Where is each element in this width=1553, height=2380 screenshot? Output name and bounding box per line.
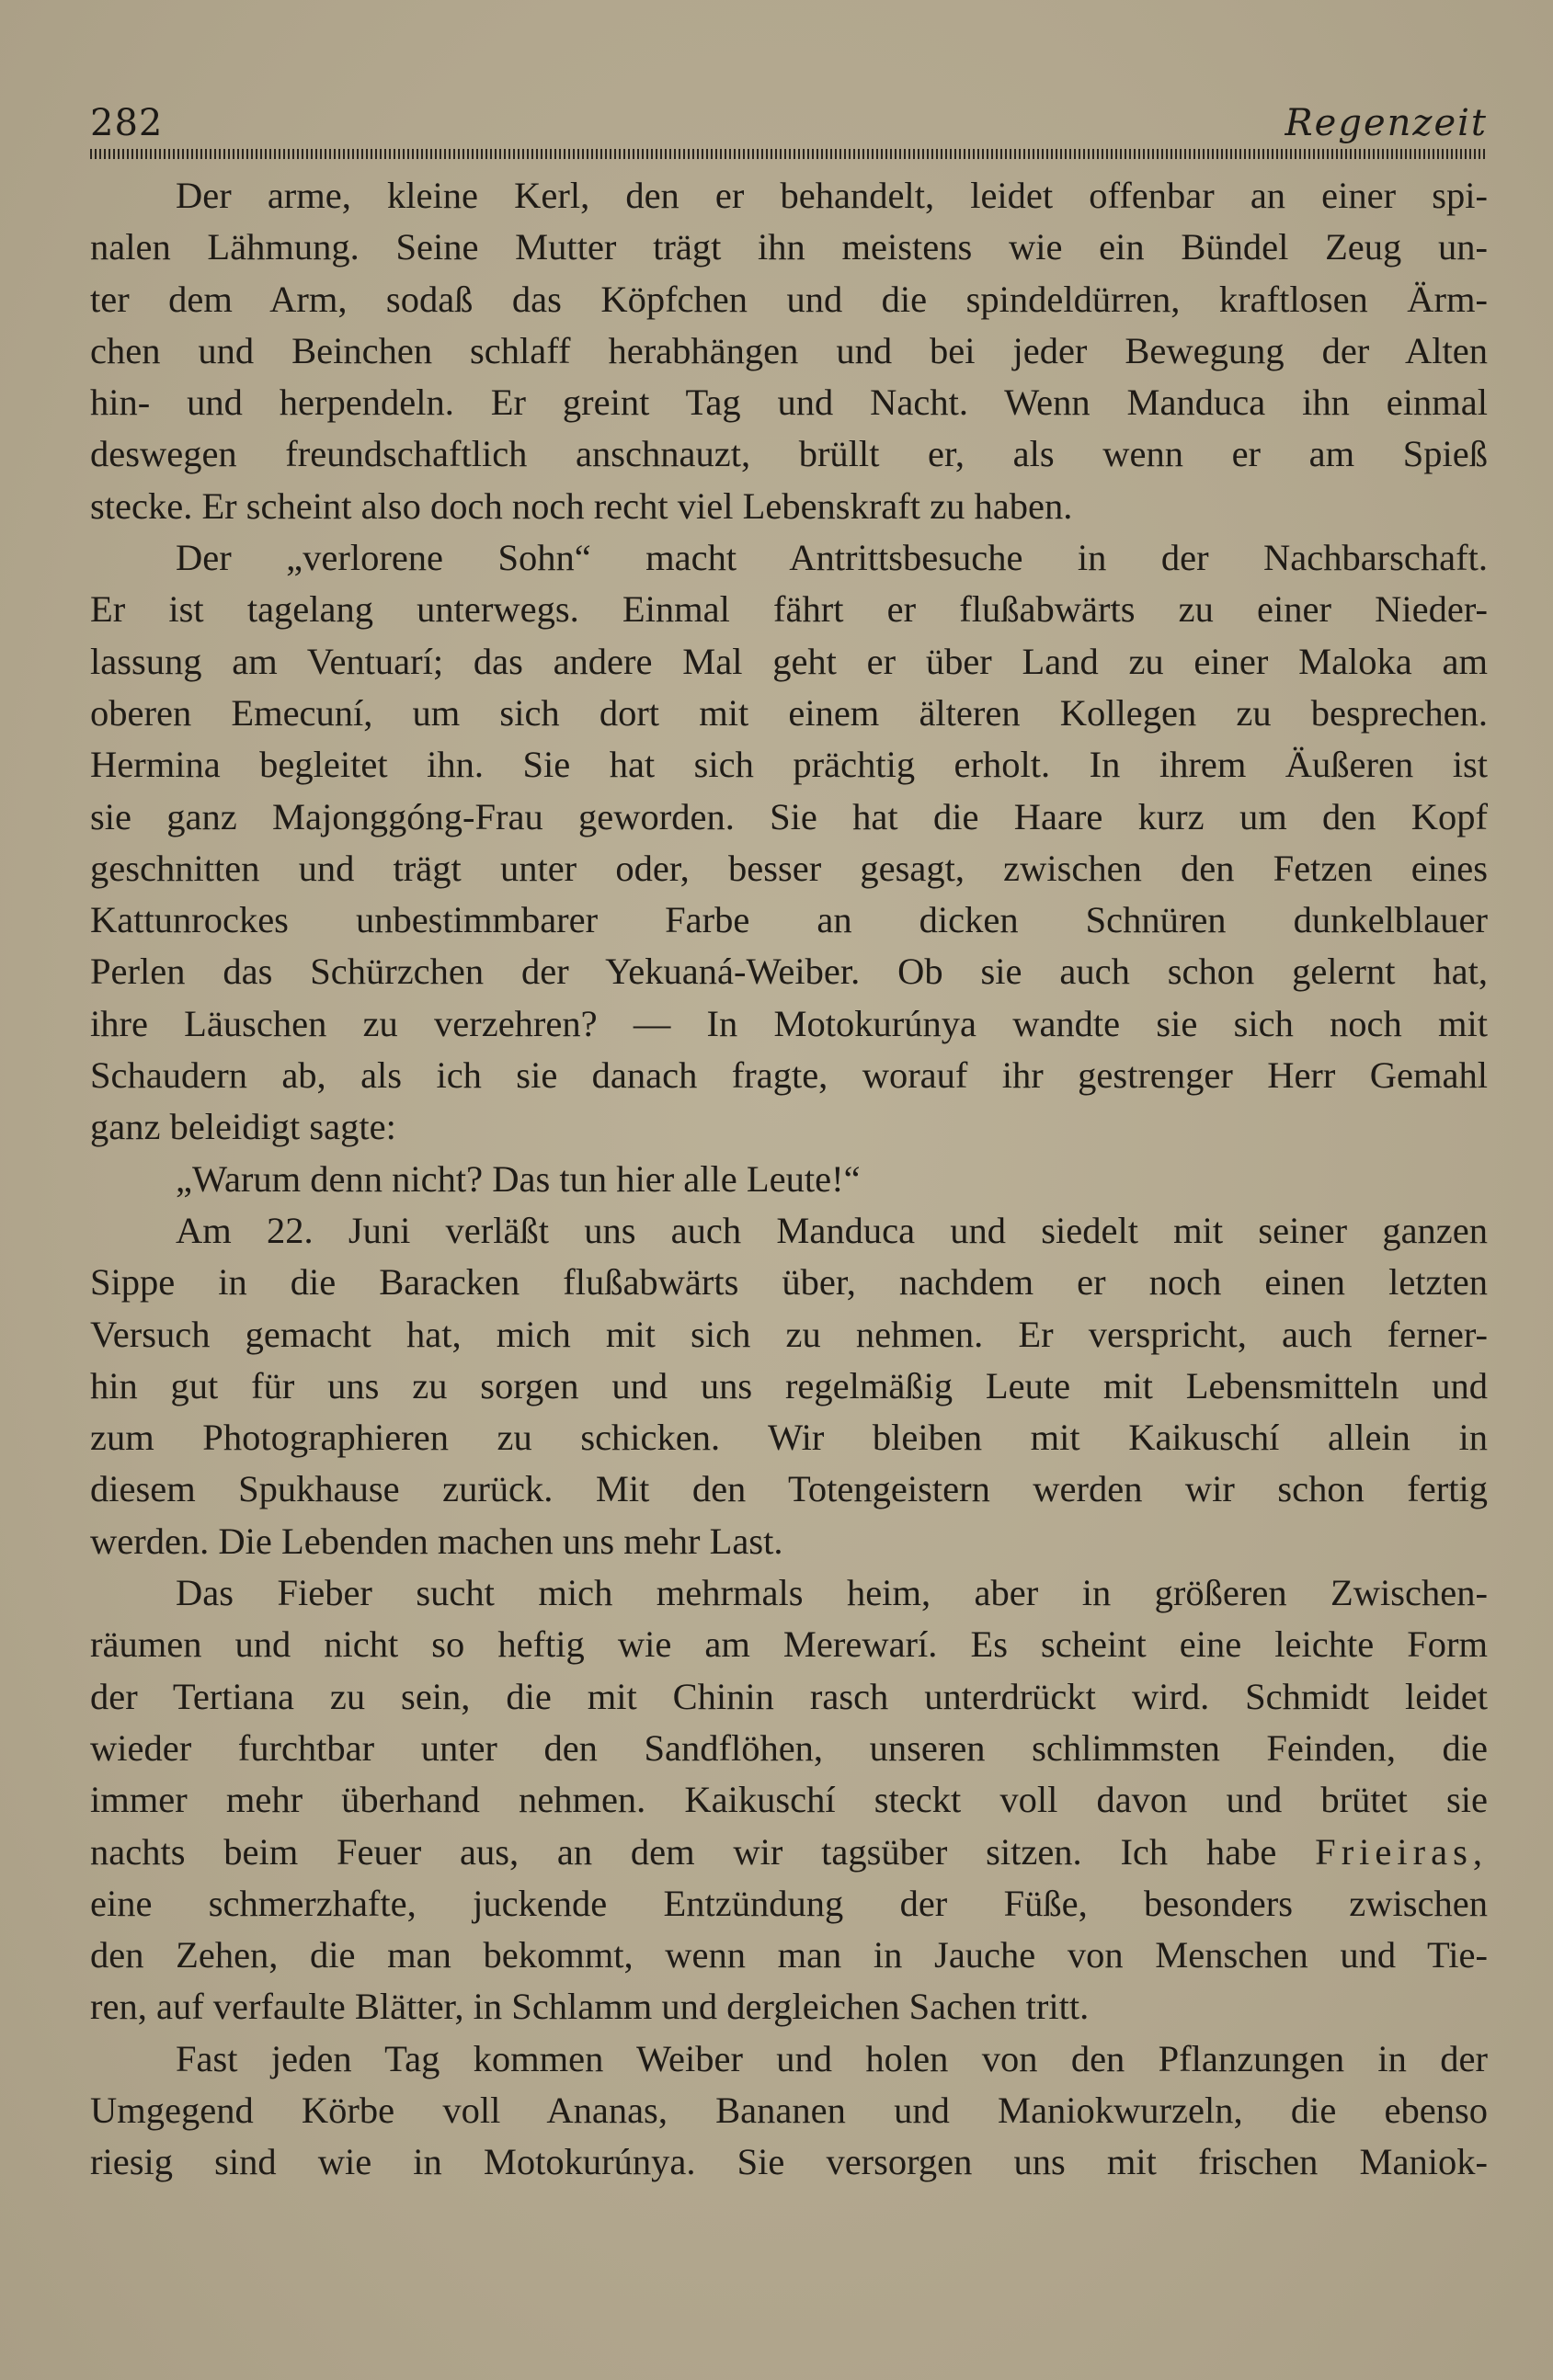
text-line: Am 22. Juni verläßt uns auch Manduca und siedelt mit seiner ganzen (176, 1209, 1488, 1251)
page-header (90, 99, 1488, 151)
text-line: oberen Emecuní, um sich dort mit einem älteren Kollegen zu besprechen. (90, 691, 1488, 734)
text-line: stecke. Er scheint also doch noch recht viel Lebenskraft zu haben. (90, 484, 1073, 527)
text-line: lassung am Ventuarí; das andere Mal geht er über Land zu einer Maloka am (90, 640, 1488, 682)
page-number: 282 (90, 102, 164, 144)
text-line (90, 1827, 1488, 1878)
text-line-part: nachts beim Feuer aus, an dem wir tagsüber sitzen. Ich habe (90, 1830, 1277, 1873)
text-line: Umgegend Körbe voll Ananas, Bananen und Maniokwurzeln, die ebenso (90, 2089, 1488, 2131)
text-line: sie ganz Majonggóng-Frau geworden. Sie hat die Haare kurz um den Kopf (90, 795, 1488, 837)
text-line: riesig sind wie in Motokurúnya. Sie versorgen uns mit frischen Maniok- (90, 2141, 1488, 2183)
text-line: Sippe in die Baracken flußabwärts über, nachdem er noch einen letzten (90, 1261, 1488, 1304)
text-line: ren, auf verfaulte Blätter, in Schlamm und dergleichen Sachen tritt. (90, 1986, 1090, 2028)
text-line: Kattunrockes unbestimmbarer Farbe an dicken Schnüren dunkelblauer (90, 899, 1488, 941)
body-text (90, 170, 1488, 2189)
text-line: Der „verlorene Sohn“ macht Antrittsbesuche in der Nachbarschaft. (176, 537, 1488, 579)
text-line: „Warum denn nicht? Das tun hier alle Leute!“ (176, 1157, 861, 1200)
emphasized-word: Frieiras, (1315, 1830, 1488, 1873)
text-line: Perlen das Schürzchen der Yekuaná-Weiber. Ob sie auch schon gelernt hat, (90, 951, 1488, 993)
text-line: ter dem Arm, sodaß das Köpfchen und die spindeldürren, kraftlosen Ärm- (90, 278, 1488, 320)
text-line: ihre Läuschen zu verzehren? — In Motokurúnya wandte sie sich noch mit (90, 1002, 1488, 1044)
text-line: werden. Die Lebenden machen uns mehr Last. (90, 1520, 783, 1562)
text-line: hin gut für uns zu sorgen und uns regelmäßig Leute mit Lebensmitteln und (90, 1364, 1488, 1406)
text-line: Das Fieber sucht mich mehrmals heim, aber in größeren Zwischen- (176, 1572, 1488, 1614)
text-line: nalen Lähmung. Seine Mutter trägt ihn meistens wie ein Bündel Zeug un- (90, 226, 1488, 268)
text-line: Versuch gemacht hat, mich mit sich zu nehmen. Er verspricht, auch ferner- (90, 1313, 1488, 1355)
text-line: Hermina begleitet ihn. Sie hat sich prächtig erholt. In ihrem Äußeren ist (90, 744, 1488, 786)
text-line: zum Photographieren zu schicken. Wir bleiben mit Kaikuschí allein in (90, 1417, 1488, 1459)
text-line: geschnitten und trägt unter oder, besser gesagt, zwischen den Fetzen eines (90, 847, 1488, 889)
text-line: diesem Spukhause zurück. Mit den Totengeistern werden wir schon fertig (90, 1468, 1488, 1510)
text-line: hin- und herpendeln. Er greint Tag und Nacht. Wenn Manduca ihn einmal (90, 381, 1488, 424)
running-head: Regenzeit (1285, 102, 1488, 144)
text-line: Der arme, kleine Kerl, den er behandelt, leidet offenbar an einer spi- (176, 175, 1488, 216)
text-line: wieder furchtbar unter den Sandflöhen, unseren schlimmsten Feinden, die (90, 1726, 1488, 1769)
text-line: chen und Beinchen schlaff herabhängen und bei jeder Bewegung der Alten (90, 329, 1488, 371)
text-line: deswegen freundschaftlich anschnauzt, brüllt er, als wenn er am Spieß (90, 433, 1488, 475)
text-line: Schaudern ab, als ich sie danach fragte, worauf ihr gestrenger Herr Gemahl (90, 1054, 1488, 1097)
text-line: ganz beleidigt sagte: (90, 1106, 396, 1148)
header-rule (90, 149, 1488, 159)
text-line: der Tertiana zu sein, die mit Chinin rasch unterdrückt wird. Schmidt leidet (90, 1675, 1488, 1717)
text-line: Fast jeden Tag kommen Weiber und holen von den Pflanzungen in der (176, 2037, 1488, 2079)
text-line: den Zehen, die man bekommt, wenn man in Jauche von Menschen und Tie- (90, 1934, 1488, 1976)
text-line: räumen und nicht so heftig wie am Merewarí. Es scheint eine leichte Form (90, 1623, 1488, 1666)
text-line: immer mehr überhand nehmen. Kaikuschí steckt voll davon und brütet sie (90, 1779, 1488, 1821)
text-line: Er ist tagelang unterwegs. Einmal fährt er flußabwärts zu einer Nieder- (90, 588, 1488, 631)
text-line: eine schmerzhafte, juckende Entzündung der Füße, besonders zwischen (90, 1882, 1488, 1924)
